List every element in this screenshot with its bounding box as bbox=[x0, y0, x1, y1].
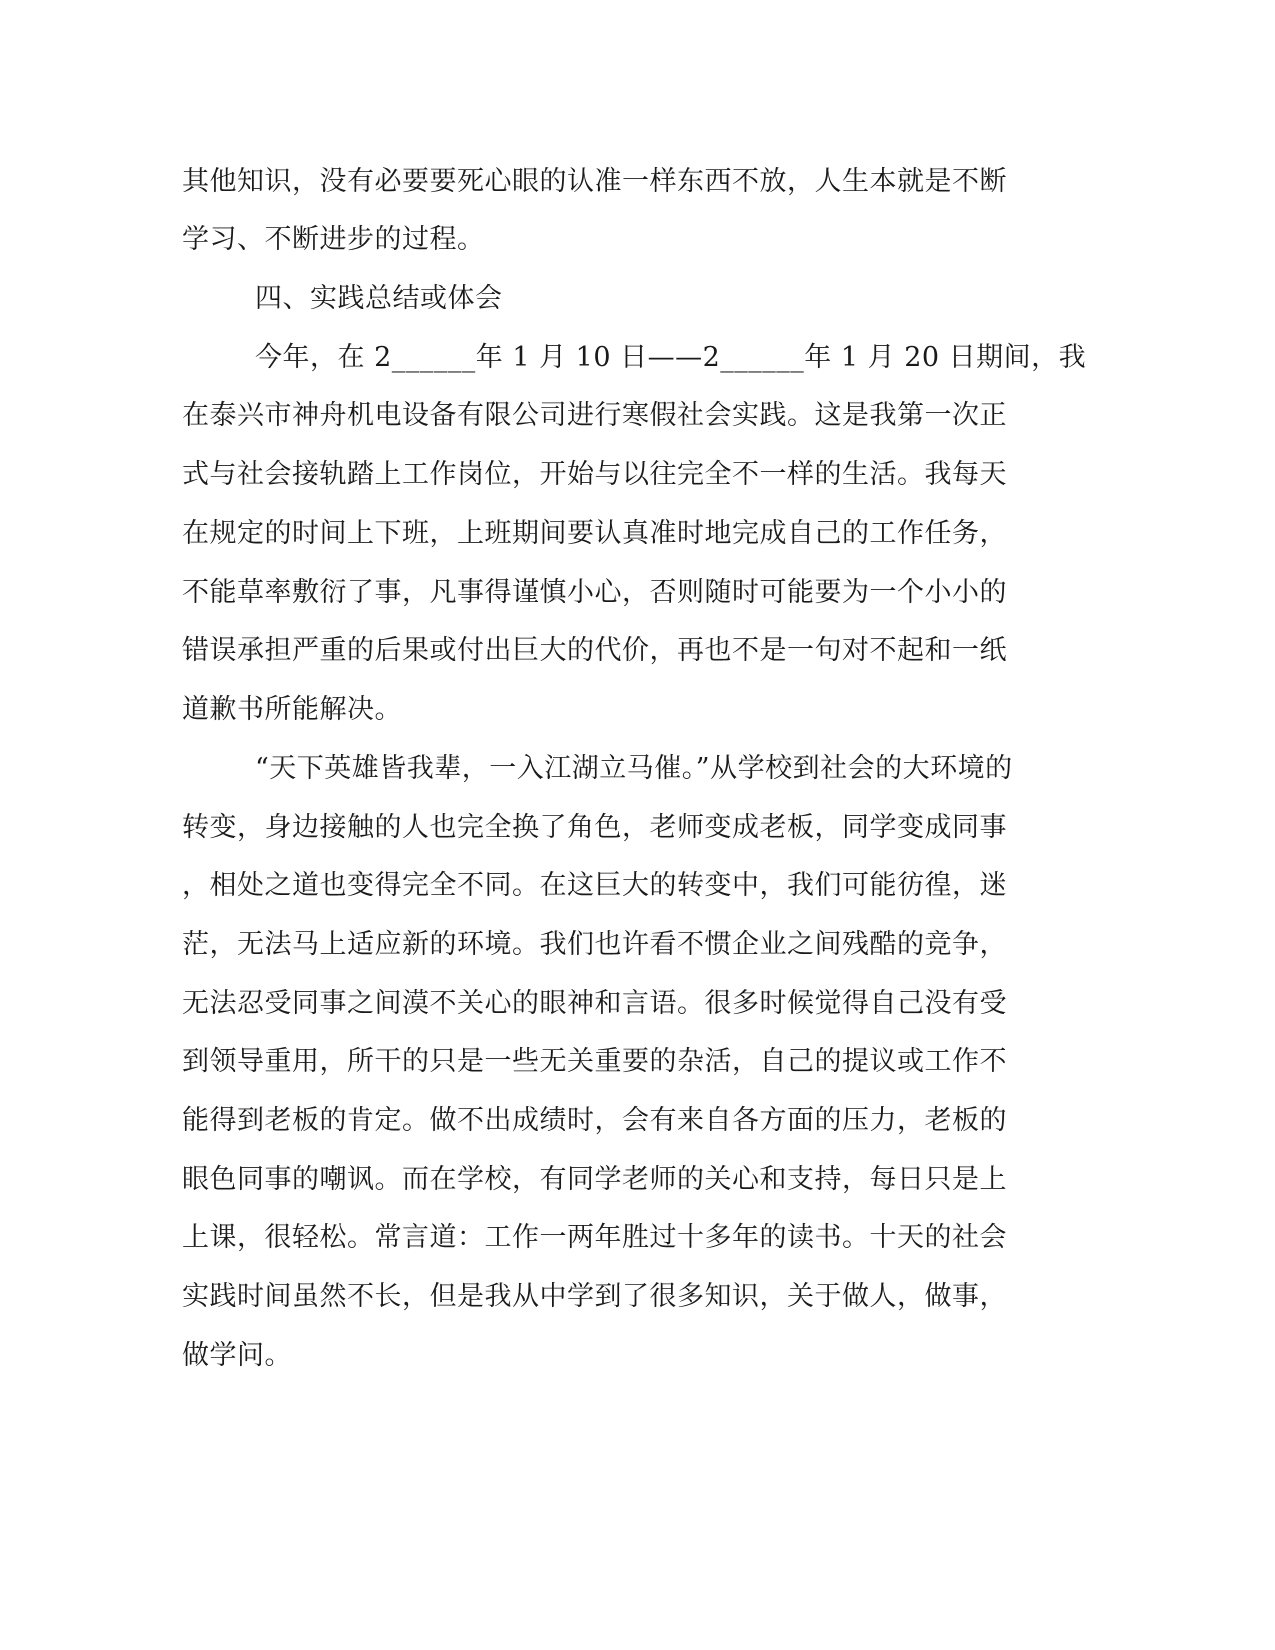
paragraph-line: 上课，很轻松。常言道：工作一两年胜过十多年的读书。十天的社会 bbox=[182, 1222, 1007, 1253]
paragraph-line: 式与社会接轨踏上工作岗位，开始与以往完全不一样的生活。我每天 bbox=[182, 459, 1007, 490]
section-heading: 四、实践总结或体会 bbox=[255, 283, 503, 314]
paragraph-line: 转变，身边接触的人也完全换了角色，老师变成老板，同学变成同事 bbox=[182, 812, 1007, 843]
paragraph-line: 做学问。 bbox=[182, 1340, 292, 1371]
paragraph-line: 道歉书所能解决。 bbox=[182, 694, 402, 725]
paragraph-line: 错误承担严重的后果或付出巨大的代价，再也不是一句对不起和一纸 bbox=[182, 635, 1007, 666]
paragraph-line: 实践时间虽然不长，但是我从中学到了很多知识，关于做人，做事， bbox=[182, 1281, 1007, 1312]
paragraph-line: 其他知识，没有必要要死心眼的认准一样东西不放，人生本就是不断 bbox=[182, 166, 1007, 197]
paragraph-line: ，相处之道也变得完全不同。在这巨大的转变中，我们可能彷徨，迷 bbox=[182, 870, 1007, 901]
paragraph-line: 今年，在 2______年 1 月 10 日——2______年 1 月 20 日期间，我 bbox=[255, 342, 1087, 373]
paragraph-line: 到领导重用，所干的只是一些无关重要的杂活，自己的提议或工作不 bbox=[182, 1046, 1007, 1077]
paragraph-line: 茫，无法马上适应新的环境。我们也许看不惯企业之间残酷的竞争， bbox=[182, 929, 1007, 960]
paragraph-line: 眼色同事的嘲讽。而在学校，有同学老师的关心和支持，每日只是上 bbox=[182, 1164, 1007, 1195]
paragraph-line: “天下英雄皆我辈，一入江湖立马催。”从学校到社会的大环境的 bbox=[255, 753, 1013, 784]
paragraph-line: 学习、不断进步的过程。 bbox=[182, 224, 485, 255]
paragraph-line: 能得到老板的肯定。做不出成绩时，会有来自各方面的压力，老板的 bbox=[182, 1105, 1007, 1136]
paragraph-line: 在规定的时间上下班，上班期间要认真准时地完成自己的工作任务， bbox=[182, 518, 1007, 549]
paragraph-line: 在泰兴市神舟机电设备有限公司进行寒假社会实践。这是我第一次正 bbox=[182, 400, 1007, 431]
paragraph-line: 无法忍受同事之间漠不关心的眼神和言语。很多时候觉得自己没有受 bbox=[182, 988, 1007, 1019]
paragraph-line: 不能草率敷衍了事，凡事得谨慎小心，否则随时可能要为一个小小的 bbox=[182, 577, 1007, 608]
